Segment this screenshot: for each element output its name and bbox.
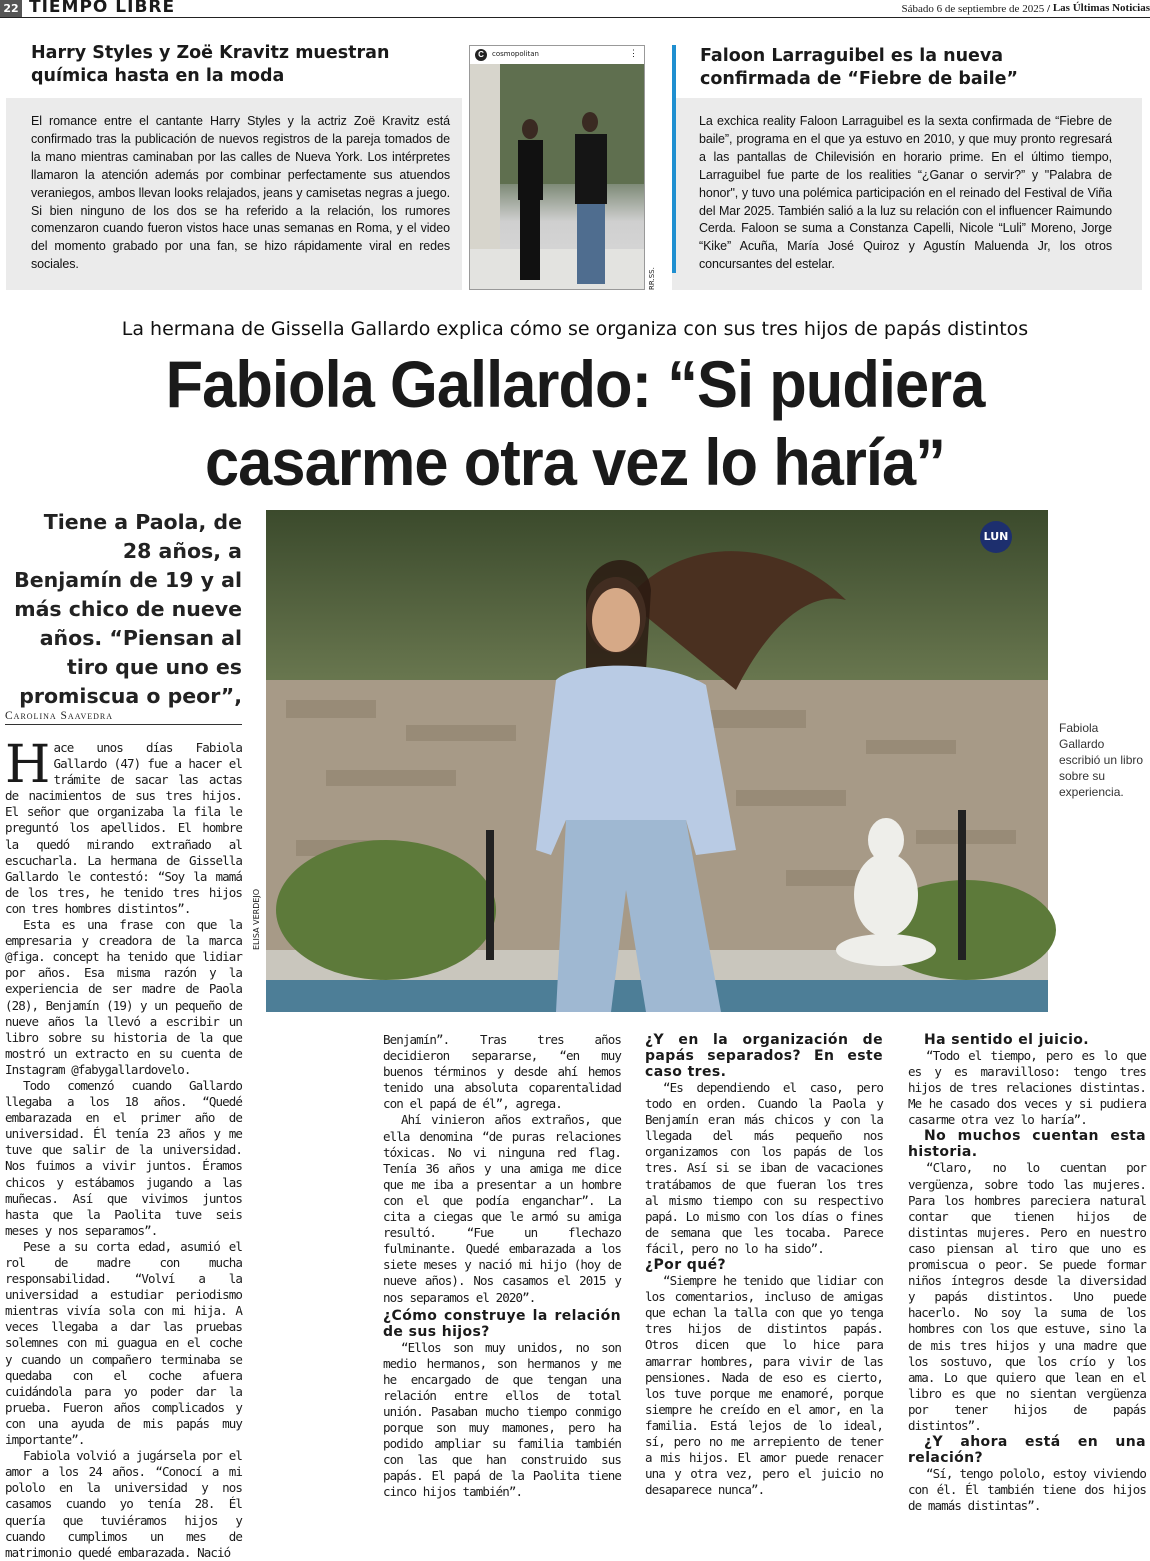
left-story-title: Harry Styles y Zoë Kravitz muestran química hasta en la moda [31,43,390,86]
byline: Carolina Saavedra [5,710,242,725]
paragraph: Benjamín”. Tras tres años decidieron separarse, “en muy buenos términos y desde ahí hemos tenido una absoluta coparentalidad con el papá de él”, agrega. [383,1032,621,1112]
page-number: 22 [0,0,22,17]
paragraph: “Todo el tiempo, pero es lo que es y es maravilloso: tengo tres hijos de tres relaciones distintas. Me he casado dos veces y si pudiera casarme otra vez lo haría”. [908,1048,1146,1128]
instagram-post [469,45,645,290]
paragraph: Fabiola volvió a jugársela por el amor a los 24 años. “Conocí a mi pololo en la universidad y nos casamos cuando yo tenía 28. Él quería que tuviéramos hijos y cuando cumplimos un mes de matrimonio quedé embarazada. Nació [5,1448,242,1560]
kicker: La hermana de Gissella Gallardo explica cómo se organiza con sus tres hijos de papás distintos [121,318,1029,340]
deck: Tiene a Paola, de 28 años, a Benjamín de 19 y al más chico de nueve años. “Piensan al tiro que uno es promiscua o peor”, [14,510,242,708]
couple-photo [470,64,644,289]
headline [40,345,1110,501]
photo-caption: Fabiola Gallardo escribió un libro sobre su experiencia. [1059,721,1144,799]
paragraph: ace unos días Fabiola Gallardo (47) fue a hacer el trámite de sacar las actas de nacimientos de sus tres hijos. El señor que organizaba la fila le preguntó los apellidos. El hombre la quedó mirando extrañado al escucharla. La hermana de Gissella Gallardo le contestó: “Soy la mamá de los tres, he tenido tres hijos con tres hombres distintos”. [5,740,242,916]
question: ¿Por qué? [645,1257,726,1274]
right-story-body: La exchica reality Faloon Larraguibel es la sexta confirmada de “Fiebre de baile”, programa en el que ya estuvo en 2010, y que muy pronto regresará a las pantallas de Chilevisión en horario prime. En el último tiempo, Larraguibel fue parte de los realities “¿Ganar o servir?” y "Palabra de honor", y tuvo una polémica participación en el reinado del Festival de Viña del Mar 2025. También salió a la luz su relación con el influencer Raimundo Cerda. Faloon se suma a Constanza Capelli, Nicole “Luli” Moreno, Jorge “Kike” Acuña, María José Quiroz y Agustín Maluenda Jr, los otros concursantes del estelar. [699,114,1112,272]
paragraph: “Es dependiendo el caso, pero todo en orden. Cuando la Paola y Benjamín eran más chicos y con la llegada del más pequeño nos organizamos con los papás de los tres. Así si se iban de vacaciones tratábamos de que fueran los tres al mismo tiempo con su respectivo papá. Lo mismo con los días o fines de semana que les tocaba. Parece fácil, pero no lo ha sido”. [645,1080,883,1256]
headline-line-2: casarme otra vez lo haría” [204,425,946,499]
main-photo [266,510,1048,1012]
instagram-credit: RR.SS. [648,267,656,290]
article-column-1 [5,735,242,1560]
header-paper-name: Las Últimas Noticias [1052,2,1150,14]
instagram-account: cosmopolitan [492,50,539,58]
paragraph: Esta es una frase con que la empresaria y creadora de la marca @figa. concept ha tenido que lidiar por años. Esa misma razón y la experiencia de ser madre de Paola (28), Benjamín (19) y un pequeño de nueve años la llevó a escribir un libro sobre su historia de la que mostró un extracto en su cuenta de Instagram @fabygallardovelo. [5,917,242,1077]
drop-cap: H [5,735,50,795]
paragraph: “Ellos son muy unidos, no son medio hermanos, son hermanos y me he encargado de que tengan una relación entre ellos de total unión. Pasaban mucho tiempo conmigo porque son muy mamones, pero ha podido ampliar su familia también con las que han construido sus papás. El papá de la Paolita tiene cinco hijos también”. [383,1339,621,1500]
photo-credit: ELISA VERDEJO [252,888,261,950]
left-story-body: El romance entre el cantante Harry Styles y la actriz Zoë Kravitz está confirmado tras la publicación de nuevos registros de la pareja tomados de la mano mientras caminaban por las calles de Nueva York. Los intérpretes llamaron la atención además por combinar perfectamente sus atuendos veraniegos, ambos llevan looks relajados, jeans y camisetas negras a juego. Si bien ninguno de los dos se ha referido a la relación, los rumores comenzaron cuando fueron vistos hace unas semanas en Roma, y el video del momento grabado por una fan, se hizo rápidamente viral en redes sociales. [31,114,450,272]
paragraph: “Sí, tengo pololo, estoy viviendo con él. Él también tiene dos hijos de mamás distintas”. [908,1466,1146,1514]
lun-logo: LUN [980,521,1012,553]
section-title: TIEMPO LIBRE [29,0,176,17]
right-story-accent-bar [672,45,676,273]
more-icon: ⋮ [629,48,638,58]
paragraph: “Siempre he tenido que lidiar con los comentarios, incluso de amigas que echan la talla con que yo tenga tres hijos de distintos papás. Otros dicen que lo hice para amarrar hombres, para vivir de las pensiones. Nada de eso es cierto, los tuve porque me enamoré, porque siempre he creído en el amor, en la familia. Está lejos de lo ideal, sí, pero no me arrepiento de tener a mis hijos. El amor puede renacer una y otra vez, pero el juicio no desaparece nunca”. [645,1273,883,1498]
paragraph: “Claro, no lo cuentan por vergüenza, sobre todo las mujeres. Para los hombres pareciera natural contar que tienen hijos de distintas mujeres. Pero en nuestro caso piensan al tiro que uno es promiscua o peor. Se puede formar niños íntegros desde la diversidad y papás distintos. Uno puede hacerlo. No soy la suma de los hombres con los que estuve, sino la de mis tres hijos y una madre que los sostuvo, que los crío y los ama. Lo que quiero que lean en el libro es que no sientan vergüenza por tener hijos de papás distintos”. [908,1160,1146,1433]
article-column-3 [645,1032,883,1498]
right-story-title: Faloon Larraguibel es la nueva confirmada de “Fiebre de baile” [700,46,1019,89]
question: ¿Y ahora está en una relación? [908,1434,1146,1467]
paragraph: Pese a su corta edad, asumió el rol de madre con mucha responsabilidad. “Volví a la universidad a estudiar periodismo mientras vivía sola con mi hija. A veces llegaba a dar las pruebas solemnes con mi guagua en el coche y cuando un compañero terminaba se quedaba con el coche afuera cuidándola para yo poder dar la prueba. Fueron años complicados y con una ayuda de mis papás muy importante”. [5,1238,242,1448]
question: ¿Cómo construye la relación de sus hijos? [383,1307,621,1340]
cosmopolitan-logo-icon: C [475,49,487,61]
question: No muchos cuentan esta historia. [908,1128,1146,1161]
paragraph: Ahí vinieron años extraños, que ella denomina “de puras relaciones tóxicas. No vi ninguna red flag. Tenía 36 años y una amiga me dice que me iba a presentar a un hombre con el que podía enganchar”. La cita a ciegas que le armó su amiga resultó. “Fue un flechazo fulminante. Quedé embarazada a los siete meses y nació mi hijo (hoy de nueve años). Nos casamos el 2015 y nos separamos el 2020”. [383,1112,621,1305]
headline-line-1: Fabiola Gallardo: “Si pudiera [165,347,985,421]
article-column-2 [383,1032,621,1500]
article-column-4 [908,1032,1146,1514]
header-date: Sábado 6 de septiembre de 2025 / [901,3,1050,15]
question: ¿Y en la organización de papás separados? En este caso tres. [645,1032,883,1080]
question: Ha sentido el juicio. [924,1032,1090,1048]
paragraph: Todo comenzó cuando Gallardo llegaba a los 18 años. “Quedé embarazada en el primer año de universidad. Él tenía 23 años y me tuve que salir de la universidad. Nos fuimos a vivir juntos. Éramos chicos y estábamos jugando a las muñecas. Así que vivimos juntos hasta que la Paolita tuve seis meses y nos separamos”. [5,1077,242,1238]
